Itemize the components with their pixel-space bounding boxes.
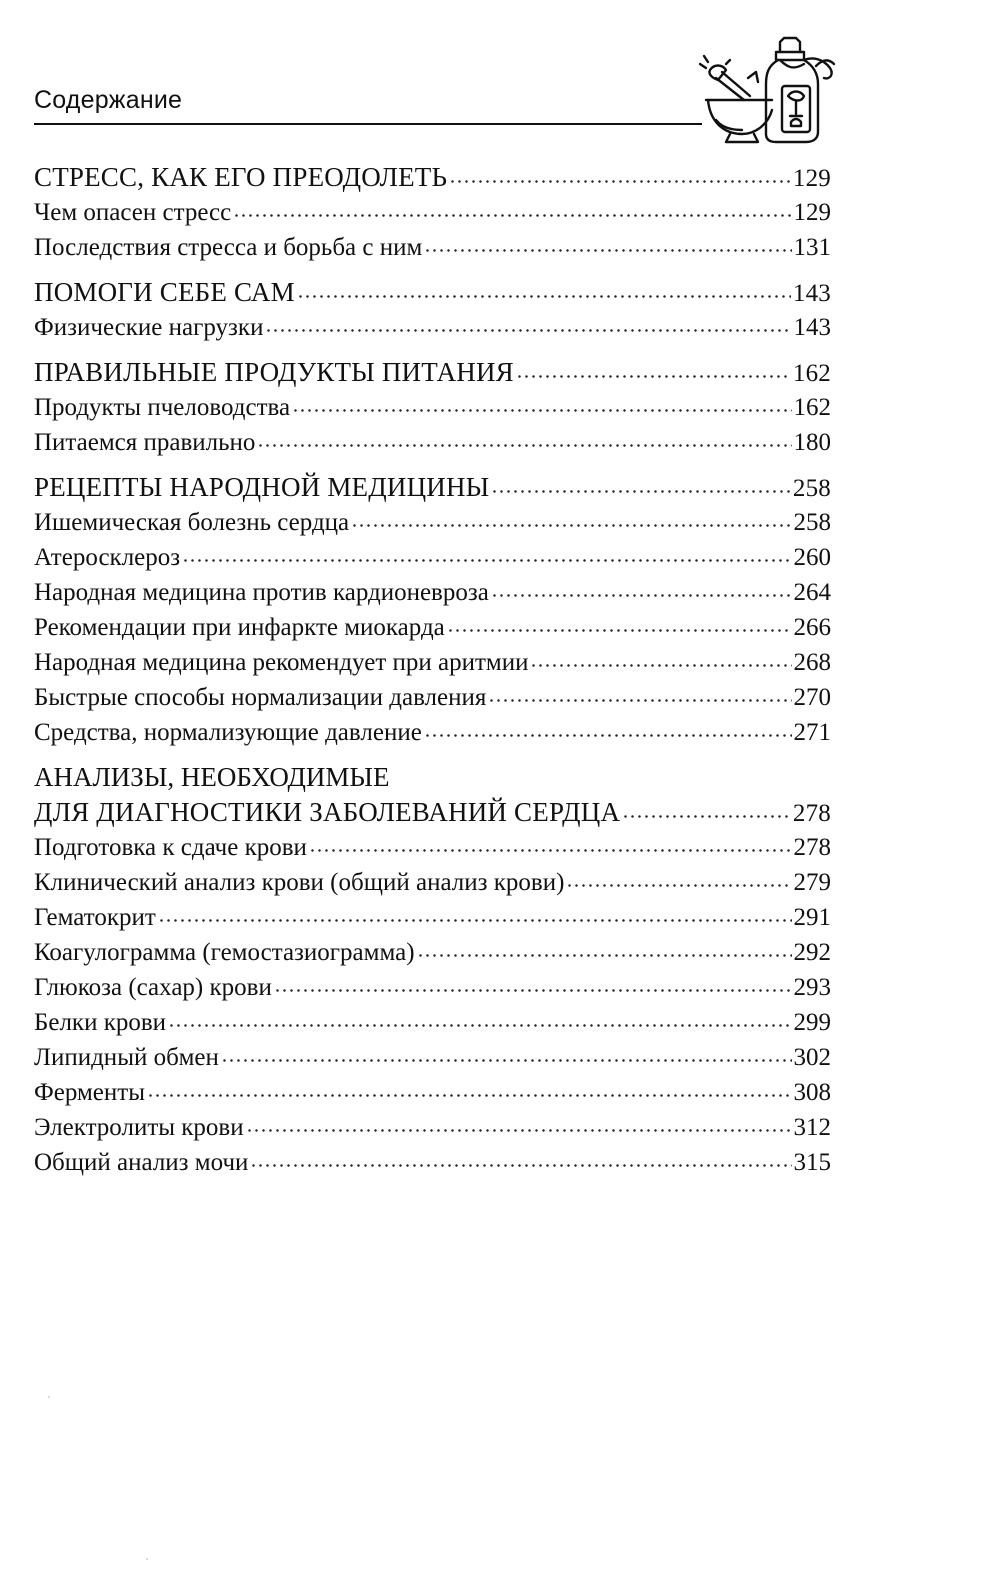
toc-item-title: Электролиты крови <box>34 1114 244 1141</box>
toc-page-number: 129 <box>792 165 831 192</box>
toc-page-number: 299 <box>793 1009 831 1036</box>
toc-page-number: 278 <box>792 800 831 827</box>
toc-page-number: 266 <box>793 614 831 641</box>
toc-item-title: Последствия стресса и борьба с ним <box>34 234 423 261</box>
toc-leader-dots <box>297 279 791 299</box>
toc-item-title: Народная медицина против кардионевроза <box>34 579 489 606</box>
toc-leader-dots <box>246 1113 792 1133</box>
toc-leader-dots <box>182 543 791 563</box>
toc-item <box>34 505 831 540</box>
toc-item <box>34 390 831 425</box>
toc-item <box>34 1040 831 1075</box>
toc-item-title: Подготовка к сдаче крови <box>34 834 307 861</box>
toc-page-number: 279 <box>793 869 831 896</box>
toc-item-title: Общий анализ мочи <box>34 1149 249 1176</box>
toc-item <box>34 195 831 230</box>
page-title: Содержание <box>34 86 183 114</box>
header-rule <box>34 123 702 125</box>
toc-item-title: Ишемическая болезнь сердца <box>34 509 350 536</box>
toc-item <box>34 715 831 750</box>
toc-item <box>34 230 831 265</box>
toc-page-number: 315 <box>793 1149 831 1176</box>
toc-item <box>34 1005 831 1040</box>
table-of-contents <box>34 160 831 1180</box>
toc-page-number: 258 <box>792 475 831 502</box>
toc-leader-dots <box>257 428 791 448</box>
scan-speck <box>146 1558 148 1560</box>
toc-page-number: 264 <box>793 579 831 606</box>
toc-page-number: 143 <box>793 314 831 341</box>
toc-leader-dots <box>566 868 791 888</box>
toc-leader-dots <box>147 1078 792 1098</box>
toc-page-number: 292 <box>793 939 831 966</box>
toc-item <box>34 425 831 460</box>
toc-item <box>34 830 831 865</box>
toc-leader-dots <box>309 833 792 853</box>
toc-page-number: 293 <box>793 974 831 1001</box>
toc-item-title: Коагулограмма (гемостазиограмма) <box>34 939 415 966</box>
toc-item <box>34 1075 831 1110</box>
toc-item-title: Народная медицина рекомендует при аритмии <box>34 649 529 676</box>
toc-item <box>34 575 831 610</box>
toc-section-title: РЕЦЕПТЫ НАРОДНОЙ МЕДИЦИНЫ <box>34 472 490 502</box>
toc-section <box>34 470 831 505</box>
toc-item-title: Клинический анализ крови (общий анализ крови) <box>34 869 565 896</box>
toc-section <box>34 355 831 390</box>
toc-section-title: ПРАВИЛЬНЫЕ ПРОДУКТЫ ПИТАНИЯ <box>34 357 514 387</box>
toc-leader-dots <box>274 973 792 993</box>
toc-leader-dots <box>265 313 791 333</box>
toc-page-number: 278 <box>793 834 831 861</box>
toc-item-title: Физические нагрузки <box>34 314 264 341</box>
toc-item <box>34 935 831 970</box>
toc-item <box>34 1145 831 1180</box>
toc-section <box>34 795 831 830</box>
toc-section-title-line <box>34 760 831 795</box>
toc-leader-dots <box>221 1043 792 1063</box>
toc-item-title: Ферменты <box>34 1079 145 1106</box>
toc-leader-dots <box>292 393 791 413</box>
toc-item <box>34 865 831 900</box>
toc-leader-dots <box>424 233 791 253</box>
toc-item-title: Гематокрит <box>34 904 156 931</box>
toc-page-number: 260 <box>793 544 831 571</box>
toc-leader-dots <box>424 718 792 738</box>
toc-item-title: Чем опасен стресс <box>34 199 232 226</box>
toc-leader-dots <box>530 648 791 668</box>
toc-item-title: Атеросклероз <box>34 544 181 571</box>
toc-page-number: 129 <box>793 199 831 226</box>
toc-item-title: Липидный обмен <box>34 1044 219 1071</box>
toc-section-title: СТРЕСС, КАК ЕГО ПРЕОДОЛЕТЬ <box>34 162 448 192</box>
toc-page-number: 312 <box>793 1114 831 1141</box>
toc-item-title: Продукты пчеловодства <box>34 394 291 421</box>
toc-item <box>34 1110 831 1145</box>
toc-page-number: 143 <box>792 280 831 307</box>
toc-page-number: 131 <box>793 234 831 261</box>
toc-leader-dots <box>622 799 791 819</box>
toc-item-title: Питаемся правильно <box>34 429 256 456</box>
toc-item <box>34 540 831 575</box>
toc-item <box>34 900 831 935</box>
toc-section-title-first-line: АНАЛИЗЫ, НЕОБХОДИМЫЕ <box>34 762 390 792</box>
toc-section-title: ПОМОГИ СЕБЕ САМ <box>34 277 295 307</box>
toc-leader-dots <box>516 359 791 379</box>
toc-leader-dots <box>168 1008 791 1028</box>
toc-page-number: 258 <box>793 509 831 536</box>
toc-page-number: 162 <box>793 394 831 421</box>
toc-item-title: Быстрые способы нормализации давления <box>34 684 487 711</box>
toc-section-title: ДЛЯ ДИАГНОСТИКИ ЗАБОЛЕВАНИЙ СЕРДЦА <box>34 797 621 827</box>
toc-section <box>34 275 831 310</box>
toc-leader-dots <box>488 683 791 703</box>
toc-item-title: Белки крови <box>34 1009 167 1036</box>
toc-section <box>34 160 831 195</box>
toc-leader-dots <box>351 508 791 528</box>
toc-item-title: Средства, нормализующие давление <box>34 719 422 746</box>
toc-item-title: Рекомендации при инфаркте миокарда <box>34 614 445 641</box>
toc-leader-dots <box>158 903 792 923</box>
toc-page-number: 302 <box>793 1044 831 1071</box>
toc-page-number: 268 <box>793 649 831 676</box>
toc-page-number: 308 <box>793 1079 831 1106</box>
toc-page-number: 291 <box>793 904 831 931</box>
toc-leader-dots <box>417 938 792 958</box>
toc-page-number: 271 <box>793 719 831 746</box>
toc-item-title: Глюкоза (сахар) крови <box>34 974 272 1001</box>
toc-leader-dots <box>447 613 792 633</box>
toc-leader-dots <box>233 198 791 218</box>
toc-leader-dots <box>491 578 792 598</box>
toc-leader-dots <box>491 474 790 494</box>
scan-speck <box>48 1396 50 1398</box>
toc-page-number: 180 <box>793 429 831 456</box>
toc-item <box>34 645 831 680</box>
mortar-and-bottle-icon <box>696 30 846 150</box>
toc-item <box>34 970 831 1005</box>
toc-leader-dots <box>449 164 791 184</box>
toc-item <box>34 680 831 715</box>
page-header <box>34 86 704 126</box>
toc-leader-dots <box>250 1148 791 1168</box>
toc-item <box>34 610 831 645</box>
toc-page-number: 162 <box>792 360 831 387</box>
toc-page-number: 270 <box>793 684 831 711</box>
toc-item <box>34 310 831 345</box>
